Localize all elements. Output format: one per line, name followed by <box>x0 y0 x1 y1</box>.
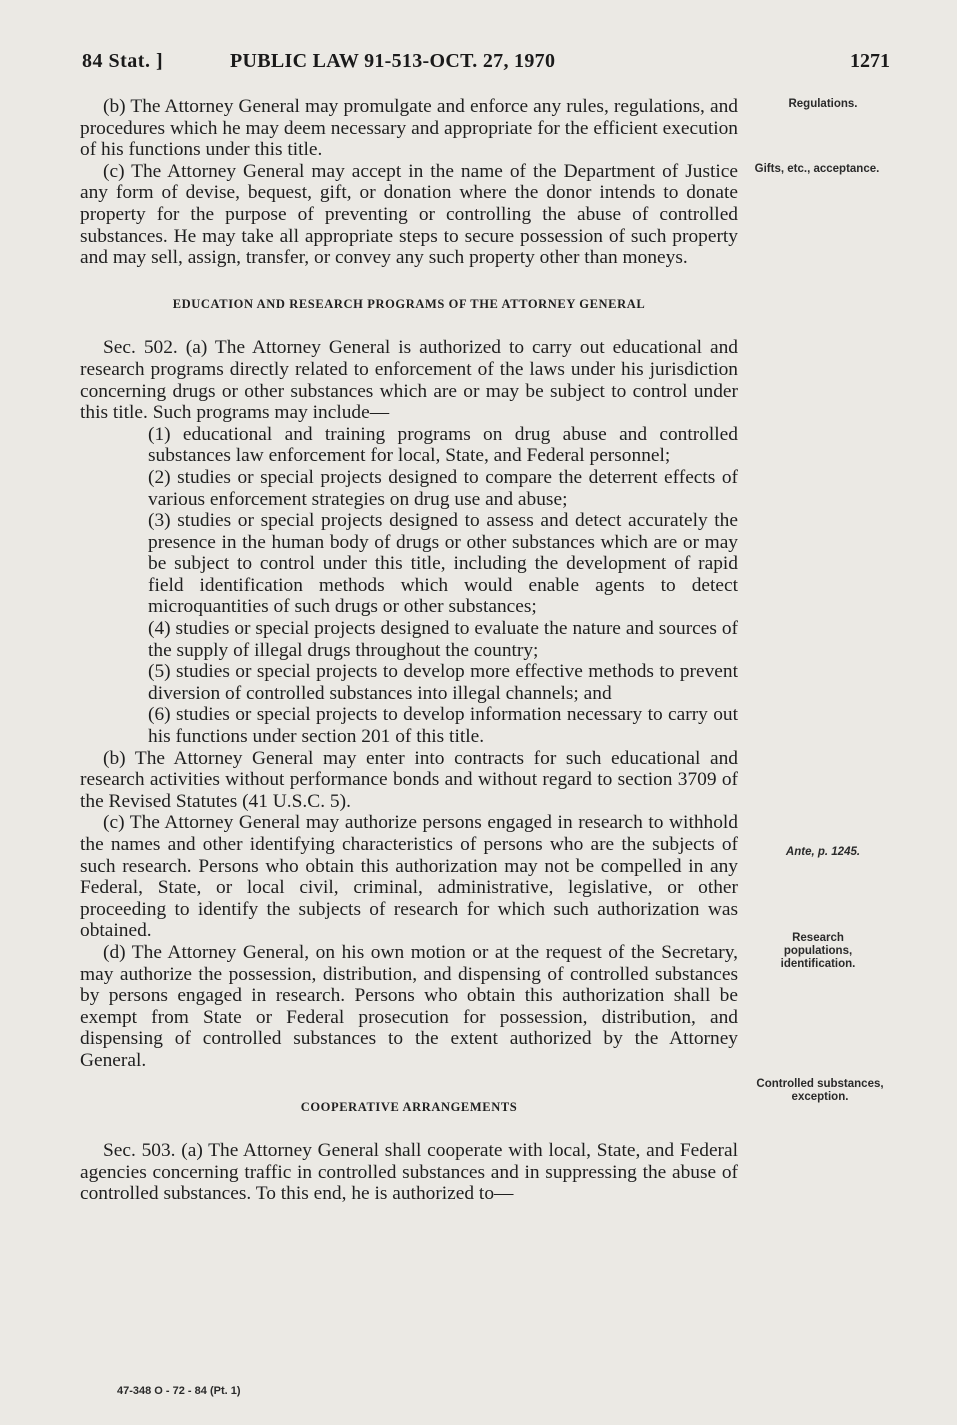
paragraph-502-b: (b) The Attorney General may enter into contracts for such educational and research activities without performance bonds and without regard to section 3709 of the Revised Statutes (41 U.S.C. 5). <box>80 747 738 812</box>
paragraph-502-c: (c) The Attorney General may authorize persons engaged in research to withhold the names and other identifying characteristics of persons who are the subjects of such research. Persons who obtain this authorization may not be compelled in any Federal, State, or local civil, criminal, administrative, legislative, or other proceeding to identify the subjects of research for which such authorization was obtained. <box>80 812 738 942</box>
margin-note-ante: Ante, p. 1245. <box>785 846 861 858</box>
margin-note-research: Research populations, identification. <box>780 932 856 970</box>
print-code: 47-348 O - 72 - 84 (Pt. 1) <box>117 1385 241 1397</box>
list-item: (2) studies or special projects designed to compare the deterrent effects of various enforcement strategies on drug use and abuse; <box>148 466 738 510</box>
list-item: (4) studies or special projects designed to evaluate the nature and sources of the supply of illegal drugs throughout the country; <box>148 618 738 661</box>
paragraph-501-b: (b) The Attorney General may promulgate and enforce any rules, regulations, and procedures which he may deem necessary and appropriate for the efficient execution of his functions under this title. <box>80 96 738 161</box>
paragraph-501-c: (c) The Attorney General may accept in the name of the Department of Justice any form of devise, bequest, gift, or donation where the donor intends to donate property for the purpose of preventing or controlling the abuse of controlled substances. He may take all appropriate steps to secure possession of such property and may sell, assign, transfer, or convey any such property other than moneys. <box>80 160 738 269</box>
list-item: (6) studies or special projects to develop information necessary to carry out his functions under section 201 of this title. <box>148 704 738 748</box>
page-number: 1271 <box>850 50 890 72</box>
body-text <box>80 96 738 1205</box>
list-item: (1) educational and training programs on drug abuse and controlled substances law enforcement for local, State, and Federal personnel; <box>148 423 738 467</box>
section-heading-503: COOPERATIVE ARRANGEMENTS <box>300 1099 518 1114</box>
margin-note-gifts: Gifts, etc., acceptance. <box>754 163 880 175</box>
paragraph-502-d: (d) The Attorney General, on his own motion or at the request of the Secretary, may authorize the possession, distribution, and dispensing of controlled substances by persons engaged in research. Persons who obtain this authorization shall be exempt from State or Federal prosecution for possession, distribution, and dispensing of controlled substances to the extent authorized by the Attorney General. <box>80 941 738 1071</box>
margin-note-controlled: Controlled substances, exception. <box>756 1078 884 1103</box>
page-header <box>82 50 890 80</box>
list-item: (3) studies or special projects designed to assess and detect accurately the presence in the human body of drugs or other substances which are or may be subject to control under this title, including the development of rapid field identification methods which would enable agents to detect microquantities of such drugs or other substances; <box>148 510 738 618</box>
law-title: PUBLIC LAW 91-513-OCT. 27, 1970 <box>230 50 556 72</box>
paragraph-503-a: Sec. 503. (a) The Attorney General shall cooperate with local, State, and Federal agencies concerning traffic in controlled substances and in suppressing the abuse of controlled substances. To this end, he is authorized to— <box>80 1140 738 1205</box>
margin-note-regulations: Regulations. <box>788 98 858 110</box>
paragraph-502-a: Sec. 502. (a) The Attorney General is authorized to carry out educational and research programs directly related to enforcement of the laws under his jurisdiction concerning drugs or other substances which are or may be subject to control under this title. Such programs may include— <box>80 337 738 424</box>
list-item: (5) studies or special projects to develop more effective methods to prevent diversion of controlled substances into illegal channels; and <box>148 661 738 704</box>
section-heading-502: EDUCATION AND RESEARCH PROGRAMS OF THE ATTORNEY GENERAL <box>172 296 646 311</box>
statute-volume: 84 Stat. ] <box>82 50 164 72</box>
